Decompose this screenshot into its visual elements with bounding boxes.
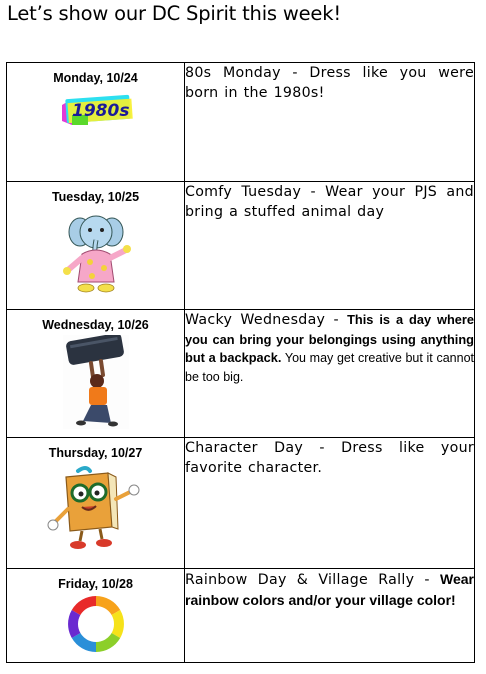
day-bold-text: This is a day where you can bring your belongings using anything but a backpack. xyxy=(185,312,474,365)
description-cell xyxy=(185,569,475,663)
description-cell xyxy=(185,63,475,182)
day-date: Friday, 10/28 xyxy=(58,577,133,591)
color-wheel-ring-icon xyxy=(65,593,127,655)
table-row xyxy=(7,63,475,182)
day-cell xyxy=(7,182,185,310)
day-cell xyxy=(7,310,185,438)
day-cell xyxy=(7,569,185,663)
day-description: Comfy Tuesday - Wear your PJS and bring a stuffed animal day xyxy=(185,184,474,220)
day-cell xyxy=(7,438,185,569)
day-date: Thursday, 10/27 xyxy=(48,446,143,460)
1980s-logo xyxy=(58,91,134,127)
day-date: Wednesday, 10/26 xyxy=(42,318,149,332)
table-row xyxy=(7,438,475,569)
table-row xyxy=(7,310,475,438)
table-row xyxy=(7,182,475,310)
day-bold-text: Wear rainbow colors and/or your village color! xyxy=(185,571,474,608)
1980s-logo-text: 1980s xyxy=(71,101,129,121)
day-cell xyxy=(7,63,185,182)
day-plain-text: You may get creative but it cannot be too big. xyxy=(185,351,474,384)
elephant-in-pajamas-icon xyxy=(60,210,132,294)
day-description: 80s Monday - Dress like you were born in the 1980s! xyxy=(185,65,474,101)
table-row xyxy=(7,569,475,663)
person-carrying-suitcase-photo xyxy=(63,335,129,429)
day-heading: Rainbow Day & Village Rally - xyxy=(185,572,441,588)
spirit-week-table xyxy=(6,62,475,663)
day-date: Monday, 10/24 xyxy=(53,71,138,85)
description-cell xyxy=(185,310,475,438)
description-cell xyxy=(185,182,475,310)
day-description: Character Day - Dress like your favorite character. xyxy=(185,440,474,476)
day-date: Tuesday, 10/25 xyxy=(51,190,140,204)
day-heading: Wacky Wednesday - xyxy=(185,312,348,328)
description-cell xyxy=(185,438,475,569)
cartoon-book-character-icon xyxy=(46,463,146,553)
page-title: Let’s show our DC Spirit this week! xyxy=(7,2,341,25)
